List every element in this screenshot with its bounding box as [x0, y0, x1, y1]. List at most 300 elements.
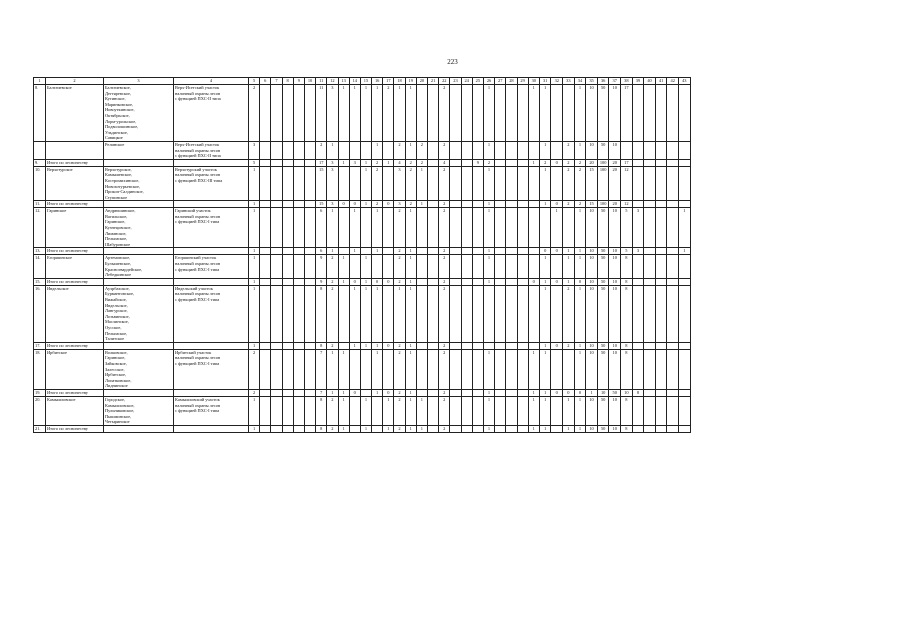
value-cell [338, 141, 349, 159]
value-cell [517, 85, 528, 142]
value-cell [506, 201, 517, 208]
value-cell [517, 349, 528, 389]
value-cell: 2 [416, 159, 427, 166]
forestry-name-cell: Верхотурское [46, 166, 104, 201]
value-cell [260, 141, 271, 159]
value-cell [360, 141, 371, 159]
value-cell: 1 [360, 278, 371, 285]
value-cell: 0 [349, 278, 360, 285]
value-cell [495, 278, 506, 285]
value-cell: 1 [338, 396, 349, 425]
value-cell [416, 255, 427, 278]
value-cell [517, 278, 528, 285]
header-cell: 19 [405, 78, 416, 85]
value-cell [655, 248, 667, 255]
value-cell [304, 425, 315, 432]
value-cell [450, 85, 461, 142]
value-cell [655, 141, 667, 159]
value-cell [483, 342, 494, 349]
value-cell [644, 396, 656, 425]
value-cell [667, 85, 679, 142]
header-cell: 29 [517, 78, 528, 85]
value-cell: 8 [316, 285, 327, 342]
value-cell [304, 278, 315, 285]
value-cell: 50 [597, 141, 609, 159]
station-cell: Верхотурский участок наличный охраны лесов с функцией ПХС-III типа [174, 166, 249, 201]
value-cell: 3 [249, 141, 260, 159]
header-cell: 35 [586, 78, 598, 85]
value-cell: 100 [597, 159, 609, 166]
value-cell [551, 85, 563, 142]
value-cell [304, 208, 315, 248]
value-cell [517, 389, 528, 396]
value-cell [428, 208, 439, 248]
value-cell [260, 285, 271, 342]
value-cell [428, 396, 439, 425]
header-cell: 7 [271, 78, 282, 85]
value-cell [260, 342, 271, 349]
value-cell [667, 141, 679, 159]
value-cell [293, 425, 304, 432]
value-cell [428, 248, 439, 255]
value-cell [506, 349, 517, 389]
value-cell: 2 [574, 159, 586, 166]
value-cell [304, 201, 315, 208]
value-cell: 1 [405, 255, 416, 278]
value-cell: 10 [586, 342, 598, 349]
value-cell [667, 208, 679, 248]
value-cell: 1 [483, 349, 494, 389]
value-cell [472, 349, 483, 389]
value-cell [472, 425, 483, 432]
value-cell: 1 [249, 278, 260, 285]
value-cell [495, 85, 506, 142]
value-cell [293, 255, 304, 278]
value-cell: 1 [360, 342, 371, 349]
value-cell [495, 349, 506, 389]
value-cell: 2 [574, 201, 586, 208]
value-cell [271, 159, 282, 166]
value-cell: 7 [316, 349, 327, 389]
forestry-table [33, 77, 691, 433]
value-cell: 3 [327, 166, 338, 201]
value-cell [428, 342, 439, 349]
value-cell [461, 349, 472, 389]
value-cell [472, 166, 483, 201]
value-cell: 1 [338, 425, 349, 432]
value-cell [416, 349, 427, 389]
value-cell: 50 [597, 278, 609, 285]
value-cell [679, 278, 691, 285]
value-cell [461, 166, 472, 201]
value-cell [260, 248, 271, 255]
value-cell [495, 166, 506, 201]
value-cell [428, 159, 439, 166]
value-cell [667, 166, 679, 201]
value-cell [644, 159, 656, 166]
value-cell [506, 342, 517, 349]
value-cell: 8 [621, 425, 633, 432]
row-number-cell: 18. [34, 349, 46, 389]
value-cell: 2 [327, 396, 338, 425]
value-cell: 1 [327, 141, 338, 159]
value-cell [667, 278, 679, 285]
value-cell: 8 [621, 285, 633, 342]
value-cell: 8 [632, 389, 644, 396]
value-cell: 1 [539, 201, 551, 208]
value-cell: 2 [439, 255, 450, 278]
value-cell [644, 208, 656, 248]
value-cell: 2 [439, 248, 450, 255]
value-cell: 10 [586, 141, 598, 159]
value-cell [260, 159, 271, 166]
value-cell [271, 85, 282, 142]
value-cell: 50 [597, 425, 609, 432]
subdistrict-cell [104, 278, 174, 285]
value-cell [528, 166, 539, 201]
value-cell [282, 166, 293, 201]
value-cell: 17 [621, 85, 633, 142]
subdistrict-cell: Балтачевское, Дегтяревское, Кутинское, Маринковское, Новоуткинское, Октябрьское, Лорм-урольское, Подволошинское, Ульдинское, Савицкое [104, 85, 174, 142]
value-cell [517, 396, 528, 425]
value-cell: 2 [439, 396, 450, 425]
value-cell [450, 425, 461, 432]
value-cell [632, 396, 644, 425]
value-cell: 1 [327, 389, 338, 396]
value-cell [528, 285, 539, 342]
header-cell: 2 [46, 78, 104, 85]
value-cell: 1 [394, 85, 405, 142]
value-cell: 0 [551, 278, 563, 285]
value-cell [667, 396, 679, 425]
value-cell: 2 [327, 278, 338, 285]
value-cell: 1 [539, 85, 551, 142]
value-cell [260, 349, 271, 389]
value-cell: 10 [586, 255, 598, 278]
value-cell [644, 255, 656, 278]
value-cell: 0 [551, 159, 563, 166]
subdistrict-cell: Городское, Камышловское, Пульниковское, Пышминское, Четыринское [104, 396, 174, 425]
value-cell: 1 [372, 285, 383, 342]
value-cell: 1 [360, 255, 371, 278]
value-cell [667, 425, 679, 432]
value-cell: 2 [372, 159, 383, 166]
value-cell [360, 389, 371, 396]
value-cell [282, 278, 293, 285]
value-cell: 2 [394, 425, 405, 432]
row-number-cell: 21. [34, 425, 46, 432]
value-cell: 2 [439, 349, 450, 389]
value-cell [644, 201, 656, 208]
value-cell: 1 [249, 342, 260, 349]
value-cell [679, 159, 691, 166]
value-cell: 3 [394, 201, 405, 208]
value-cell [450, 342, 461, 349]
value-cell [450, 248, 461, 255]
value-cell [517, 285, 528, 342]
header-cell: 23 [450, 78, 461, 85]
value-cell [517, 255, 528, 278]
value-cell [260, 396, 271, 425]
value-cell [517, 159, 528, 166]
value-cell [293, 85, 304, 142]
forestry-name-cell: Камышловское [46, 396, 104, 425]
value-cell [450, 141, 461, 159]
subdistrict-cell [104, 201, 174, 208]
value-cell: 1 [360, 159, 371, 166]
value-cell: 1 [372, 85, 383, 142]
value-cell: 2 [574, 166, 586, 201]
station-cell: Егоршинский участок наличный охраны лесов с функцией ПХС-I типа [174, 255, 249, 278]
value-cell [271, 255, 282, 278]
value-cell: 50 [597, 349, 609, 389]
value-cell [655, 342, 667, 349]
table-row [34, 141, 691, 159]
header-cell: 10 [304, 78, 315, 85]
value-cell [293, 141, 304, 159]
value-cell [416, 389, 427, 396]
value-cell [655, 278, 667, 285]
value-cell: 4 [439, 159, 450, 166]
value-cell: 2 [416, 141, 427, 159]
value-cell: 1 [383, 425, 394, 432]
value-cell [338, 342, 349, 349]
value-cell: 2 [383, 85, 394, 142]
value-cell: 1 [405, 285, 416, 342]
station-cell [174, 389, 249, 396]
value-cell: 2 [483, 159, 494, 166]
value-cell [472, 285, 483, 342]
value-cell [450, 389, 461, 396]
value-cell: 10 [609, 342, 621, 349]
value-cell [667, 285, 679, 342]
station-cell [174, 159, 249, 166]
value-cell [349, 349, 360, 389]
value-cell: 1 [539, 166, 551, 201]
value-cell [655, 85, 667, 142]
value-cell: 1 [349, 285, 360, 342]
value-cell: 50 [609, 389, 621, 396]
value-cell [282, 201, 293, 208]
value-cell [644, 342, 656, 349]
value-cell [416, 248, 427, 255]
value-cell [539, 208, 551, 248]
value-cell [304, 141, 315, 159]
value-cell [428, 85, 439, 142]
value-cell: 1 [574, 208, 586, 248]
value-cell [632, 285, 644, 342]
value-cell: 8 [621, 342, 633, 349]
value-cell [372, 425, 383, 432]
value-cell: 2 [405, 201, 416, 208]
value-cell: 10 [609, 208, 621, 248]
table-row [34, 278, 691, 285]
subdistrict-cell [104, 389, 174, 396]
value-cell: 1 [539, 396, 551, 425]
value-cell: 1 [574, 141, 586, 159]
value-cell: 50 [597, 255, 609, 278]
forestry-name-cell: Ирбитское [46, 349, 104, 389]
value-cell [271, 166, 282, 201]
header-cell: 8 [282, 78, 293, 85]
value-cell [260, 166, 271, 201]
value-cell: 2 [439, 342, 450, 349]
value-cell: 0 [551, 248, 563, 255]
subdistrict-cell: Ауэрбахское, Бурмантовское, Вижайское, Ивдельское, Лангурское, Лозьвинское, Маслинское, Оусское, Пелымское, Талитское [104, 285, 174, 342]
value-cell: 12 [621, 166, 633, 201]
row-number-cell: 11. [34, 201, 46, 208]
subdistrict-cell [104, 425, 174, 432]
value-cell [551, 396, 563, 425]
header-cell: 17 [383, 78, 394, 85]
value-cell [495, 159, 506, 166]
value-cell [517, 166, 528, 201]
value-cell: 0 [349, 389, 360, 396]
value-cell: 1 [405, 425, 416, 432]
value-cell: 8 [316, 396, 327, 425]
value-cell: 1 [405, 278, 416, 285]
station-cell [174, 425, 249, 432]
value-cell [472, 278, 483, 285]
value-cell: 1 [405, 349, 416, 389]
value-cell [461, 285, 472, 342]
value-cell: 1 [574, 248, 586, 255]
value-cell [304, 166, 315, 201]
value-cell: 2 [394, 248, 405, 255]
value-cell: 8 [621, 278, 633, 285]
value-cell: 0 [383, 342, 394, 349]
value-cell: 1 [483, 255, 494, 278]
value-cell: 20 [609, 201, 621, 208]
value-cell [416, 285, 427, 342]
value-cell [450, 208, 461, 248]
value-cell [461, 255, 472, 278]
value-cell [260, 278, 271, 285]
value-cell: 1 [405, 85, 416, 142]
value-cell [282, 255, 293, 278]
value-cell: 1 [528, 349, 539, 389]
header-cell: 25 [472, 78, 483, 85]
value-cell [655, 285, 667, 342]
value-cell: 10 [609, 141, 621, 159]
value-cell [304, 349, 315, 389]
value-cell: 10 [586, 285, 598, 342]
value-cell [655, 255, 667, 278]
table-row [34, 349, 691, 389]
value-cell [461, 396, 472, 425]
value-cell: 2 [439, 85, 450, 142]
value-cell [679, 255, 691, 278]
value-cell [644, 425, 656, 432]
header-cell: 26 [483, 78, 494, 85]
value-cell: 5 [249, 159, 260, 166]
value-cell: 1 [539, 285, 551, 342]
value-cell: 1 [528, 85, 539, 142]
value-cell [428, 425, 439, 432]
value-cell: 1 [372, 208, 383, 248]
value-cell [644, 389, 656, 396]
value-cell: 2 [249, 349, 260, 389]
value-cell [506, 85, 517, 142]
value-cell [349, 396, 360, 425]
header-cell: 11 [316, 78, 327, 85]
header-cell: 1 [34, 78, 46, 85]
value-cell: 1 [586, 389, 598, 396]
value-cell [679, 285, 691, 342]
value-cell [517, 248, 528, 255]
value-cell [472, 396, 483, 425]
value-cell [293, 342, 304, 349]
value-cell [679, 141, 691, 159]
value-cell [679, 349, 691, 389]
value-cell [304, 285, 315, 342]
value-cell: 15 [316, 201, 327, 208]
value-cell [632, 425, 644, 432]
value-cell: 50 [597, 248, 609, 255]
value-cell [517, 141, 528, 159]
value-cell: 1 [360, 396, 371, 425]
value-cell [416, 85, 427, 142]
value-cell: 1 [416, 425, 427, 432]
value-cell: 1 [563, 396, 575, 425]
value-cell: 1 [483, 166, 494, 201]
value-cell [528, 255, 539, 278]
value-cell [383, 166, 394, 201]
value-cell: 1 [483, 208, 494, 248]
row-number-cell: 10. [34, 166, 46, 201]
value-cell: 100 [597, 201, 609, 208]
value-cell: 8 [316, 425, 327, 432]
value-cell: 1 [327, 349, 338, 389]
value-cell: 2 [563, 159, 575, 166]
value-cell: 1 [338, 389, 349, 396]
value-cell [450, 396, 461, 425]
value-cell: 1 [539, 342, 551, 349]
value-cell [428, 389, 439, 396]
value-cell: 10 [609, 285, 621, 342]
value-cell [506, 278, 517, 285]
value-cell [450, 285, 461, 342]
header-cell: 14 [349, 78, 360, 85]
header-cell: 38 [621, 78, 633, 85]
value-cell [495, 208, 506, 248]
value-cell [644, 349, 656, 389]
value-cell [517, 425, 528, 432]
value-cell: 3 [632, 208, 644, 248]
value-cell: 2 [563, 201, 575, 208]
value-cell [428, 285, 439, 342]
row-number-cell [34, 141, 46, 159]
value-cell [282, 141, 293, 159]
table-row [34, 248, 691, 255]
value-cell [450, 255, 461, 278]
value-cell: 1 [338, 159, 349, 166]
value-cell [517, 342, 528, 349]
value-cell [428, 349, 439, 389]
value-cell: 1 [372, 248, 383, 255]
value-cell: 0 [528, 278, 539, 285]
value-cell: 20 [609, 159, 621, 166]
value-cell [450, 166, 461, 201]
value-cell [461, 342, 472, 349]
value-cell [483, 285, 494, 342]
header-cell: 13 [338, 78, 349, 85]
value-cell: 9 [472, 159, 483, 166]
value-cell: 3 [327, 85, 338, 142]
value-cell [450, 278, 461, 285]
value-cell [338, 208, 349, 248]
value-cell [655, 159, 667, 166]
